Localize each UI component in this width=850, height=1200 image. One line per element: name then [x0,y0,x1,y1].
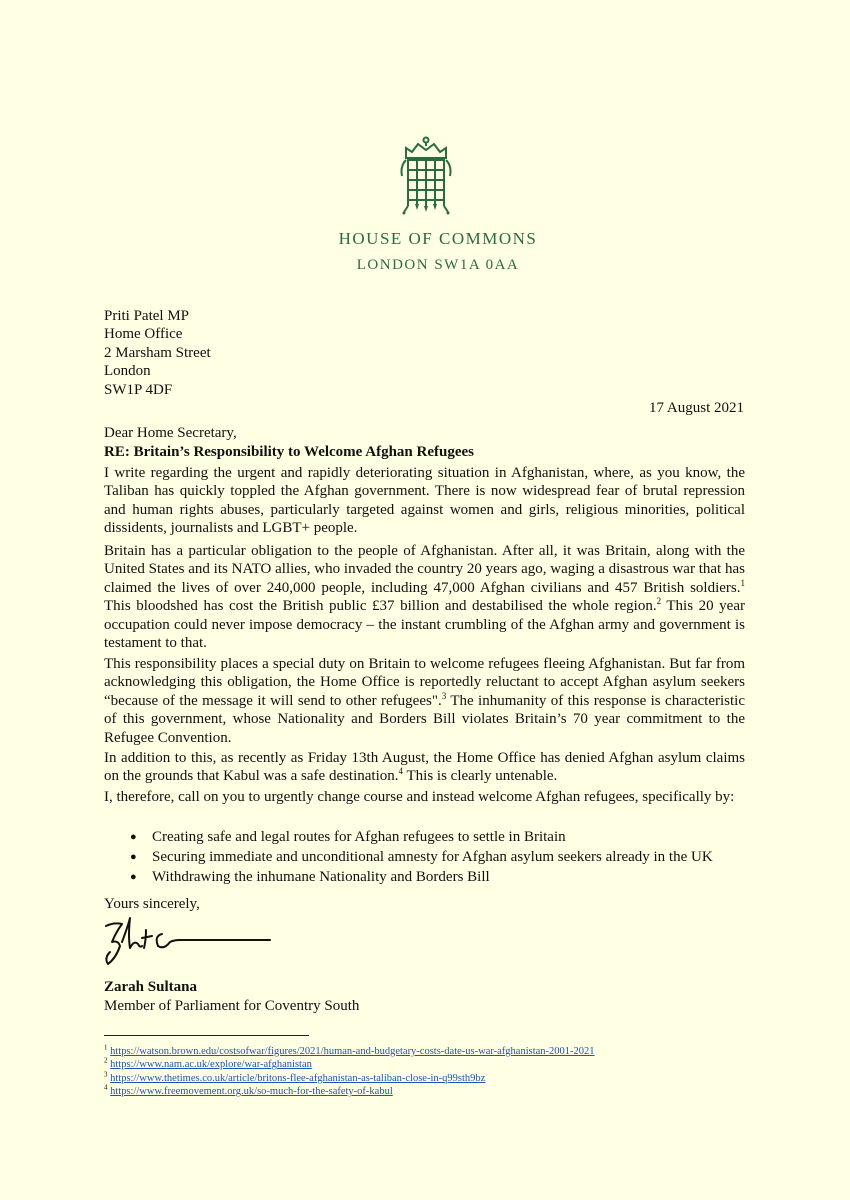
signatory-role: Member of Parliament for Coventry South [104,998,360,1014]
recipient-line: London [104,363,151,380]
footnote-link[interactable]: https://www.thetimes.co.uk/article/britons-flee-afghanistan-as-taliban-close-in-q99sth9bz [110,1072,486,1084]
letter-date: 17 August 2021 [648,400,744,416]
salutation: Dear Home Secretary, [104,425,237,441]
footnote-link[interactable]: https://www.nam.ac.uk/explore/war-afghanistan [110,1059,312,1071]
subject-line: RE: Britain’s Responsibility to Welcome Afghan Refugees [104,444,474,460]
bullet-icon: ● [130,871,137,883]
footnote-number: 4 [104,1083,108,1092]
paragraph-2-text-b: This bloodshed has cost the British public £37 billion and destabilised the whole region. [104,598,657,615]
letterhead-address: LONDON SW1A 0AA [356,257,520,273]
paragraph-1-text: I write regarding the urgent and rapidly deteriorating situation in Afghanistan, where, as you know, the Taliban has quickly toppled the Afghan government. There is now widespread fear of brutal repression and human rights abuses, particularly targeted against women and girls, religious minorities, political dissidents, journalists and LGBT+ people. [104,465,745,537]
footnote-number: 1 [104,1043,108,1052]
paragraph-4-text-b: This is clearly untenable. [403,768,558,785]
paragraph-3-text-b: The inhumanity of this response is characteristic of this government, whose Nationality and Borders Bill violates Britain’s 70 year commitment to the Refugee Convention. [104,692,745,746]
closing: Yours sincerely, [104,896,200,912]
footnote-number: 3 [104,1070,108,1079]
paragraph-4 [104,749,745,786]
footnote-ref: 3 [441,690,447,701]
recipient-line: Home Office [104,326,183,343]
footnote-ref: 4 [398,766,404,777]
demands-list [104,828,784,888]
paragraph-5 [104,788,745,806]
footnote-link[interactable]: https://www.freemovement.org.uk/so-much-for-the-safety-of-kabul [110,1086,393,1098]
paragraph-3 [104,655,745,747]
footnote [104,1045,595,1058]
paragraph-5-text: I, therefore, call on you to urgently change course and instead welcome Afghan refugees, specifically by: [104,789,735,805]
footnote-link[interactable]: https://watson.brown.edu/costsofwar/figures/2021/human-and-budgetary-costs-date-us-war-afghanistan-2001-2021 [110,1046,595,1057]
recipient-line: SW1P 4DF [104,381,173,398]
footnote [104,1058,595,1071]
footnote-ref: 2 [656,596,662,607]
portcullis-crest-icon [400,136,452,216]
signatory-name: Zarah Sultana [104,979,197,995]
recipient-line: Priti Patel MP [104,308,190,324]
list-item [104,828,784,848]
list-item-text: Withdrawing the inhumane Nationality and Borders Bill [152,869,490,885]
footnotes [104,1045,595,1099]
paragraph-1 [104,464,745,538]
list-item-text: Creating safe and legal routes for Afghan refugees to settle in Britain [152,829,566,845]
paragraph-2-text-a: Britain has a particular obligation to the people of Afghanistan. After all, it was Britain, along with the United States and its NATO allies, who invaded the country 20 years ago, waging a disastrous war that has claimed the lives of over 240,000 people, including 47,000 Afghan civilians and 457 British soldiers. [104,543,745,596]
paragraph-2 [104,542,745,652]
letterhead-name: HOUSE OF COMMONS [338,229,538,248]
footnote [104,1072,595,1085]
footnote [104,1085,595,1098]
recipient-address [104,307,745,399]
handwritten-signature [100,912,280,972]
paragraph-2-text-c: This 20 year occupation could never impose democracy – the instant crumbling of the Afghan army and government is testament to that. [104,598,745,652]
list-item [104,848,784,868]
paragraph-3-text-a: This responsibility places a special duty on Britain to welcome refugees fleeing Afghanistan. But far from acknowledging this obligation, the Home Office is reportedly reluctant to accept Afghan asylum seekers “because of the message it will send to other refugees". [104,656,745,709]
bullet-icon: ● [130,851,137,863]
list-item [104,868,784,888]
bullet-icon: ● [130,831,137,843]
list-item-text: Securing immediate and unconditional amnesty for Afghan asylum seekers already in the UK [152,849,713,865]
footnote-divider [104,1035,309,1036]
footnote-number: 2 [104,1056,108,1065]
paragraph-4-text-a: In addition to this, as recently as Friday 13th August, the Home Office has denied Afghan asylum claims on the grounds that Kabul was a safe destination. [104,750,745,785]
footnote-ref: 1 [740,577,745,588]
recipient-line: 2 Marsham Street [104,344,211,361]
